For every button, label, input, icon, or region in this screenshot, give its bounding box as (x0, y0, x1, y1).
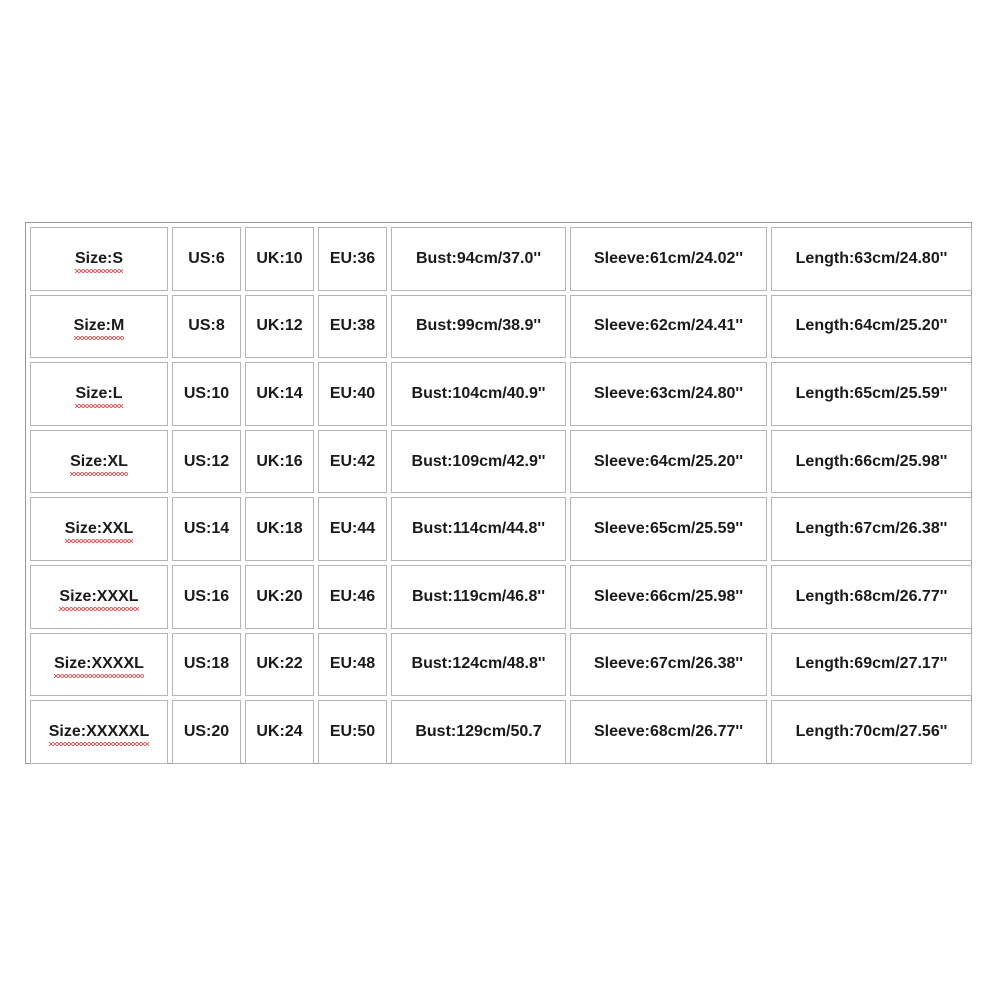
bust-cell: Bust:124cm/48.8'' (391, 633, 566, 697)
eu-size-cell: EU:48 (318, 633, 387, 697)
us-size-cell: US:8 (172, 295, 241, 359)
size-cell (30, 633, 168, 697)
size-chart-table (25, 222, 972, 764)
spellcheck-underline (70, 472, 128, 476)
size-cell (30, 362, 168, 426)
bust-cell: Bust:114cm/44.8'' (391, 497, 566, 561)
size-label (54, 655, 144, 673)
size-text: Size:XXXXL (54, 655, 144, 673)
size-text: Size:S (74, 249, 123, 267)
eu-size-cell: EU:44 (318, 497, 387, 561)
size-label (74, 317, 125, 335)
us-size-cell: US:10 (172, 362, 241, 426)
size-text: Size:M (73, 317, 125, 335)
bust-cell: Bust:129cm/50.7 (391, 700, 566, 764)
bust-cell: Bust:119cm/46.8'' (391, 565, 566, 629)
spellcheck-underline (75, 404, 122, 408)
size-label (49, 723, 149, 741)
spellcheck-underline (65, 539, 133, 543)
length-cell: Length:70cm/27.56'' (771, 700, 972, 764)
size-label (70, 453, 128, 471)
length-cell: Length:69cm/27.17'' (771, 633, 972, 697)
sleeve-cell: Sleeve:62cm/24.41'' (570, 295, 767, 359)
size-cell (30, 700, 168, 764)
eu-size-cell: EU:50 (318, 700, 387, 764)
length-cell: Length:63cm/24.80'' (771, 227, 972, 291)
us-size-cell: US:12 (172, 430, 241, 494)
bust-cell: Bust:94cm/37.0'' (391, 227, 566, 291)
uk-size-cell: UK:10 (245, 227, 314, 291)
length-cell: Length:67cm/26.38'' (771, 497, 972, 561)
size-text: Size:XXL (64, 520, 134, 538)
bust-cell: Bust:109cm/42.9'' (391, 430, 566, 494)
length-cell: Length:65cm/25.59'' (771, 362, 972, 426)
size-label (59, 588, 138, 606)
size-cell (30, 295, 168, 359)
uk-size-cell: UK:22 (245, 633, 314, 697)
sleeve-cell: Sleeve:64cm/25.20'' (570, 430, 767, 494)
spellcheck-underline (74, 336, 125, 340)
size-cell (30, 565, 168, 629)
spellcheck-underline (75, 269, 123, 273)
size-chart-grid (30, 227, 967, 759)
size-label (75, 250, 123, 268)
eu-size-cell: EU:36 (318, 227, 387, 291)
size-text: Size:L (75, 384, 123, 402)
sleeve-cell: Sleeve:67cm/26.38'' (570, 633, 767, 697)
size-cell (30, 497, 168, 561)
spellcheck-underline (59, 607, 138, 611)
size-text: Size:XL (70, 452, 128, 470)
size-cell (30, 227, 168, 291)
us-size-cell: US:16 (172, 565, 241, 629)
us-size-cell: US:14 (172, 497, 241, 561)
sleeve-cell: Sleeve:65cm/25.59'' (570, 497, 767, 561)
size-label (65, 520, 133, 538)
length-cell: Length:68cm/26.77'' (771, 565, 972, 629)
size-text: Size:XXXL (59, 587, 139, 605)
spellcheck-underline (54, 674, 144, 678)
eu-size-cell: EU:40 (318, 362, 387, 426)
sleeve-cell: Sleeve:68cm/26.77'' (570, 700, 767, 764)
uk-size-cell: UK:12 (245, 295, 314, 359)
length-cell: Length:66cm/25.98'' (771, 430, 972, 494)
size-text: Size:XXXXXL (48, 722, 150, 740)
eu-size-cell: EU:46 (318, 565, 387, 629)
us-size-cell: US:18 (172, 633, 241, 697)
length-cell: Length:64cm/25.20'' (771, 295, 972, 359)
sleeve-cell: Sleeve:63cm/24.80'' (570, 362, 767, 426)
eu-size-cell: EU:42 (318, 430, 387, 494)
us-size-cell: US:20 (172, 700, 241, 764)
uk-size-cell: UK:14 (245, 362, 314, 426)
spellcheck-underline (49, 742, 149, 746)
uk-size-cell: UK:20 (245, 565, 314, 629)
bust-cell: Bust:99cm/38.9'' (391, 295, 566, 359)
sleeve-cell: Sleeve:61cm/24.02'' (570, 227, 767, 291)
size-cell (30, 430, 168, 494)
size-label (75, 385, 122, 403)
uk-size-cell: UK:16 (245, 430, 314, 494)
us-size-cell: US:6 (172, 227, 241, 291)
bust-cell: Bust:104cm/40.9'' (391, 362, 566, 426)
uk-size-cell: UK:24 (245, 700, 314, 764)
uk-size-cell: UK:18 (245, 497, 314, 561)
eu-size-cell: EU:38 (318, 295, 387, 359)
sleeve-cell: Sleeve:66cm/25.98'' (570, 565, 767, 629)
